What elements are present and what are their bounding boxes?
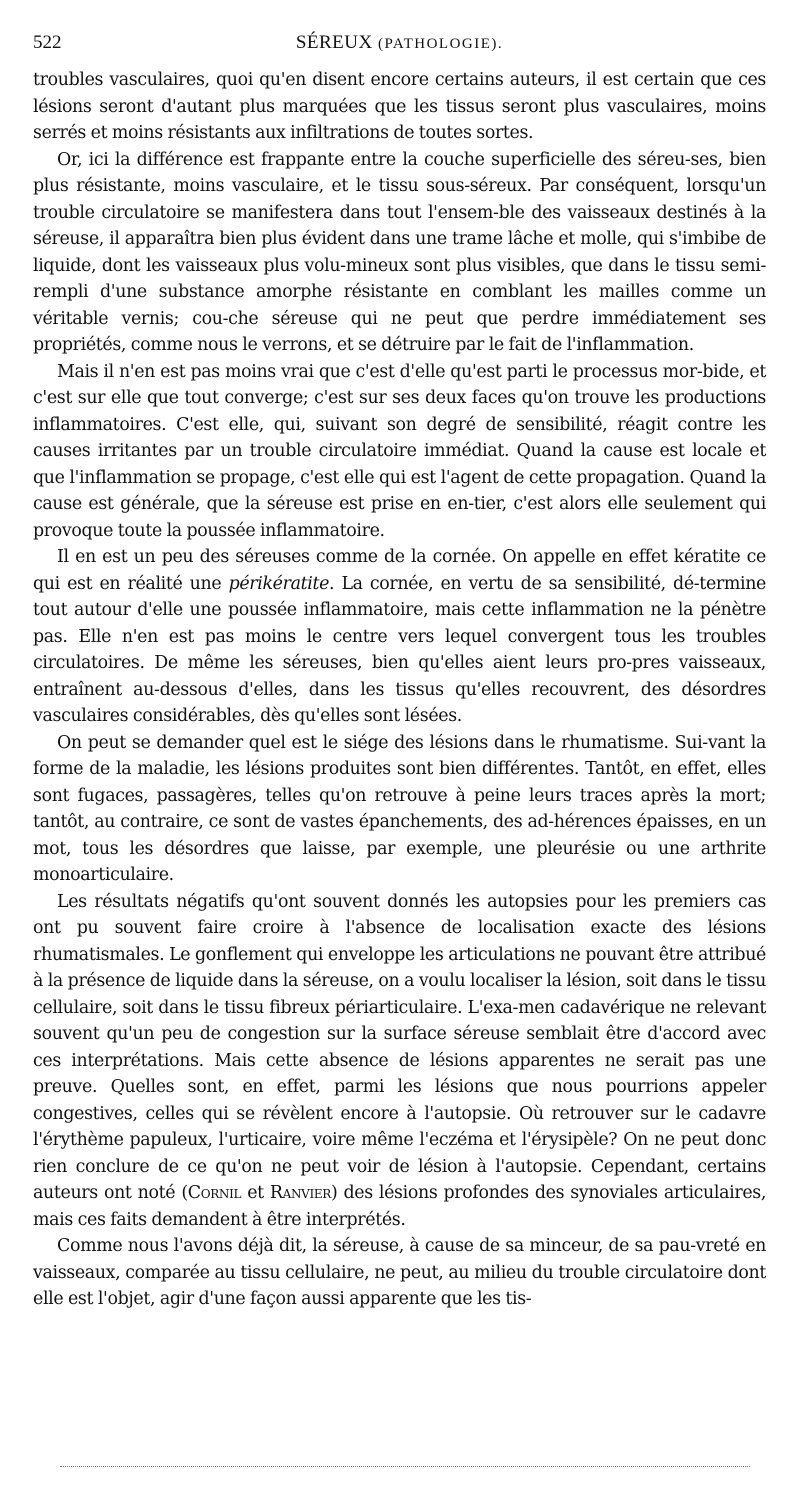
running-title-sub: (PATHOLOGIE).	[377, 36, 504, 52]
author-name-cornil: Cornil	[187, 1183, 242, 1203]
paragraph-5: On peut se demander quel est le siége des lésions dans le rhumatisme. Sui-vant la forme de la maladie, les lésions produites sont bien différentes. Tantôt, en effet, elles sont fugaces, passagères, telles qu'on retrouve à peine leurs traces après la mort; tantôt, au contraire, ce sont de vastes épanchements, des ad-hérences épaisses, en un mot, tous les désordres que laisse, par exemple, une pleurésie ou une arthrite monoarticulaire.	[33, 732, 766, 885]
running-head	[33, 32, 766, 56]
paragraph-2: Or, ici la différence est frappante entre la couche superficielle des séreu-ses, bien plus résistante, moins vasculaire, et le tissu sous-séreux. Par conséquent, lorsqu'un trouble circulatoire se manifestera dans tout l'ensem-ble des vaisseaux destinés à la séreuse, il apparaîtra bien plus évident dans une trame lâche et molle, qui s'imbibe de liquide, dont les vaisseaux plus volu-mineux sont plus visibles, que dans le tissu semi-rempli d'une substance amorphe résistante en comblant les mailles comme un véritable vernis; cou-che séreuse qui ne peut que perdre immédiatement ses propriétés, comme nous le verrons, et se détruire par le fait de l'inflammation.	[33, 149, 766, 355]
paragraph-7: Comme nous l'avons déjà dit, la séreuse, à cause de sa minceur, de sa pau-vreté en vaisseaux, comparée au tissu cellulaire, ne peut, au milieu du trouble circulatoire dont elle est l'objet, agir d'une façon aussi apparente que les tis-	[33, 1236, 766, 1309]
author-name-ranvier: Ranvier	[269, 1183, 331, 1203]
body-text	[33, 67, 766, 1313]
paragraph-3: Mais il n'en est pas moins vrai que c'est d'elle qu'est parti le processus mor-bide, et c'est sur elle que tout converge; c'est sur ses deux faces qu'on trouve les productions inflammatoires. C'est elle, qui, suivant son degré de sensibilité, réagit contre les causes irritantes par un trouble circulatoire immédiat. Quand la cause est locale et que l'inflammation se propage, c'est elle qui est l'agent de cette propagation. Quand la cause est générale, que la séreuse est prise en en-tier, c'est alors elle seulement qui provoque toute la poussée inflammatoire.	[33, 361, 766, 541]
paragraph-1: troubles vasculaires, quoi qu'en disent encore certains auteurs, il est certain que ces lésions seront d'autant plus marquées que les tissus seront plus vasculaires, moins serrés et moins résistants aux infiltrations de toutes sortes.	[33, 70, 766, 143]
paragraph-6-text-b: ) des lésions profondes des synoviales articulaires, mais ces faits demandent à être interprétés.	[33, 1183, 767, 1230]
paragraph-4	[33, 544, 766, 730]
paragraph-6-text-a: Les résultats négatifs qu'ont souvent donnés les autopsies pour les premiers cas ont pu souvent faire croire à l'absence de localisation exacte des lésions rhumatismales. Le gonflement qui enveloppe les articulations ne pouvant être attribué à la présence de liquide dans la séreuse, on a voulu localiser la lésion, soit dans le tissu cellulaire, soit dans le tissu fibreux périarticulaire. L'exa-men cadavérique ne relevant souvent qu'un peu de congestion sur la surface séreuse semblait être d'accord avec ces interprétations. Mais cette absence de lésions apparentes ne serait pas une preuve. Quelles sont, en effet, parmi les lésions que nous pourrions appeler congestives, celles qui se révèlent encore à l'autopsie. Où retrouver sur le cadavre l'érythème papuleux, l'urticaire, voire même l'eczéma et l'érysipèle? On ne peut donc rien conclure de ce qu'on ne peut voir de lésion à l'autopsie. Cependant, certains auteurs ont noté (	[33, 891, 766, 1203]
page-number: 522	[33, 32, 62, 53]
paragraph-4-text-b: . La cornée, en vertu de sa sensibilité, dé-termine tout autour d'elle une poussée inflammatoire, mais cette inflammation ne la pénètre pas. Elle n'en est pas moins le centre vers lequel convergent tous les troubles circulatoires. De même les séreuses, bien qu'elles aient leurs pro-pres vaisseaux, entraînent au-dessous d'elles, dans les tissus qu'elles recouvrent, des désordres vasculaires considérables, dès qu'elles sont lésées.	[33, 573, 766, 726]
paragraph-4-text-a: Il en est un peu des séreuses comme de la cornée. On appelle en effet kératite ce qui est en réalité une	[33, 547, 766, 594]
running-title-main: SÉREUX	[295, 32, 373, 53]
paragraph-6-text-mid: et	[241, 1183, 270, 1203]
running-title	[33, 32, 766, 54]
paragraph-6	[33, 889, 766, 1234]
footer-dotted-rule	[60, 1466, 750, 1467]
paragraph-4-italic-term: périkératite	[228, 573, 330, 594]
